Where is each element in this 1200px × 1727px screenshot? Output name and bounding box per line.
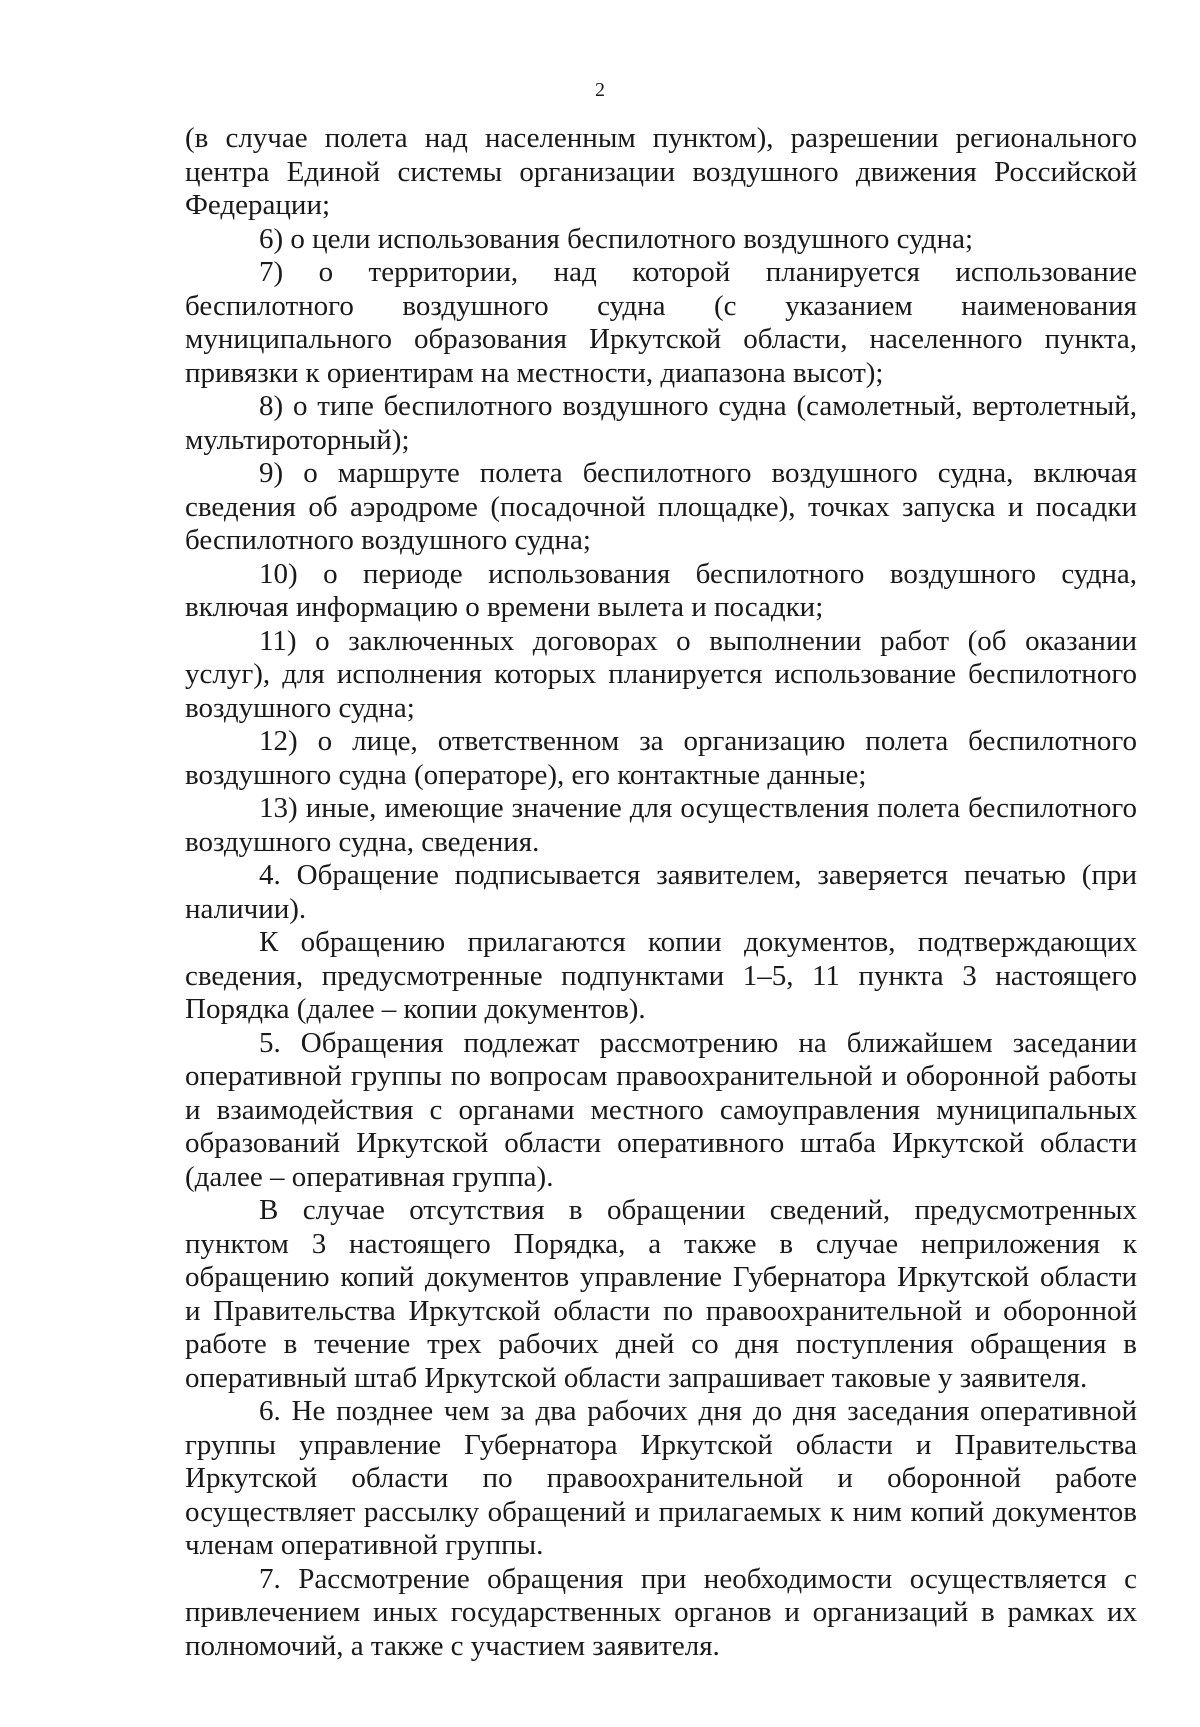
paragraph-item-10: 10) о периоде использования беспилотного воздушного судна, включая информацию о времени вылета и посадки; [185, 557, 1137, 623]
paragraph-item-7: 7) о территории, над которой планируется использование беспилотного воздушного судна (с указанием наименования муниципального образования Иркутской области, населенного пункта, привязки к ориентирам на местности, диапазона высот); [185, 256, 1137, 389]
paragraph-item-6: 6) о цели использования беспилотного воздушного судна; [259, 222, 974, 255]
paragraph-item-8: 8) о типе беспилотного воздушного судна (самолетный, вертолетный, мультироторный); [185, 390, 1137, 456]
paragraph-missing-info: В случае отсутствия в обращении сведений, предусмотренных пунктом 3 настоящего Порядка, а также в случае неприложения к обращению копий документов управление Губернатора Иркутской области и Правительства Иркутской области по правоохранительной и оборонной работе в течение трех рабочих дней со дня поступления обращения в оперативный штаб Иркутской области запрашивает таковые у заявителя. [185, 1194, 1137, 1394]
paragraph-item-9: 9) о маршруте полета беспилотного воздушного судна, включая сведения об аэродроме (посадочной площадке), точках запуска и посадки беспилотного воздушного судна; [185, 457, 1137, 556]
paragraph-item-13: 13) иные, имеющие значение для осуществления полета беспилотного воздушного судна, сведения. [185, 792, 1137, 858]
paragraph-section-7: 7. Рассмотрение обращения при необходимости осуществляется с привлечением иных государственных органов и организаций в рамках их полномочий, а также с участием заявителя. [185, 1562, 1137, 1662]
paragraph-item-12: 12) о лице, ответственном за организацию полета беспилотного воздушного судна (операторе), его контактные данные; [185, 725, 1137, 791]
paragraph-attachments: К обращению прилагаются копии документов, подтверждающих сведения, предусмотренные подпунктами 1–5, 11 пункта 3 настоящего Порядка (далее – копии документов). [185, 926, 1137, 1025]
page-number: 2 [595, 79, 605, 101]
paragraph-continuation: (в случае полета над населенным пунктом), разрешении регионального центра Единой системы организации воздушного движения Российской Федерации; [185, 122, 1137, 221]
paragraph-section-5: 5. Обращения подлежат рассмотрению на ближайшем заседании оперативной группы по вопросам правоохранительной и оборонной работы и взаимодействия с органами местного самоуправления муниципальных образований Иркутской области оперативного штаба Иркутской области (далее – оперативная группа). [185, 1026, 1137, 1193]
paragraph-item-11: 11) о заключенных договорах о выполнении работ (об оказании услуг), для исполнения которых планируется использование беспилотного воздушного судна; [185, 624, 1137, 724]
paragraph-section-6: 6. Не позднее чем за два рабочих дня до дня заседания оперативной группы управление Губернатора Иркутской области и Правительства Иркутской области по правоохранительной и оборонной работе осуществляет рассылку обращений и прилагаемых к ним копий документов членам оперативной группы. [185, 1395, 1137, 1561]
paragraph-section-4: 4. Обращение подписывается заявителем, заверяется печатью (при наличии). [185, 859, 1137, 925]
document-body [185, 122, 1137, 1663]
